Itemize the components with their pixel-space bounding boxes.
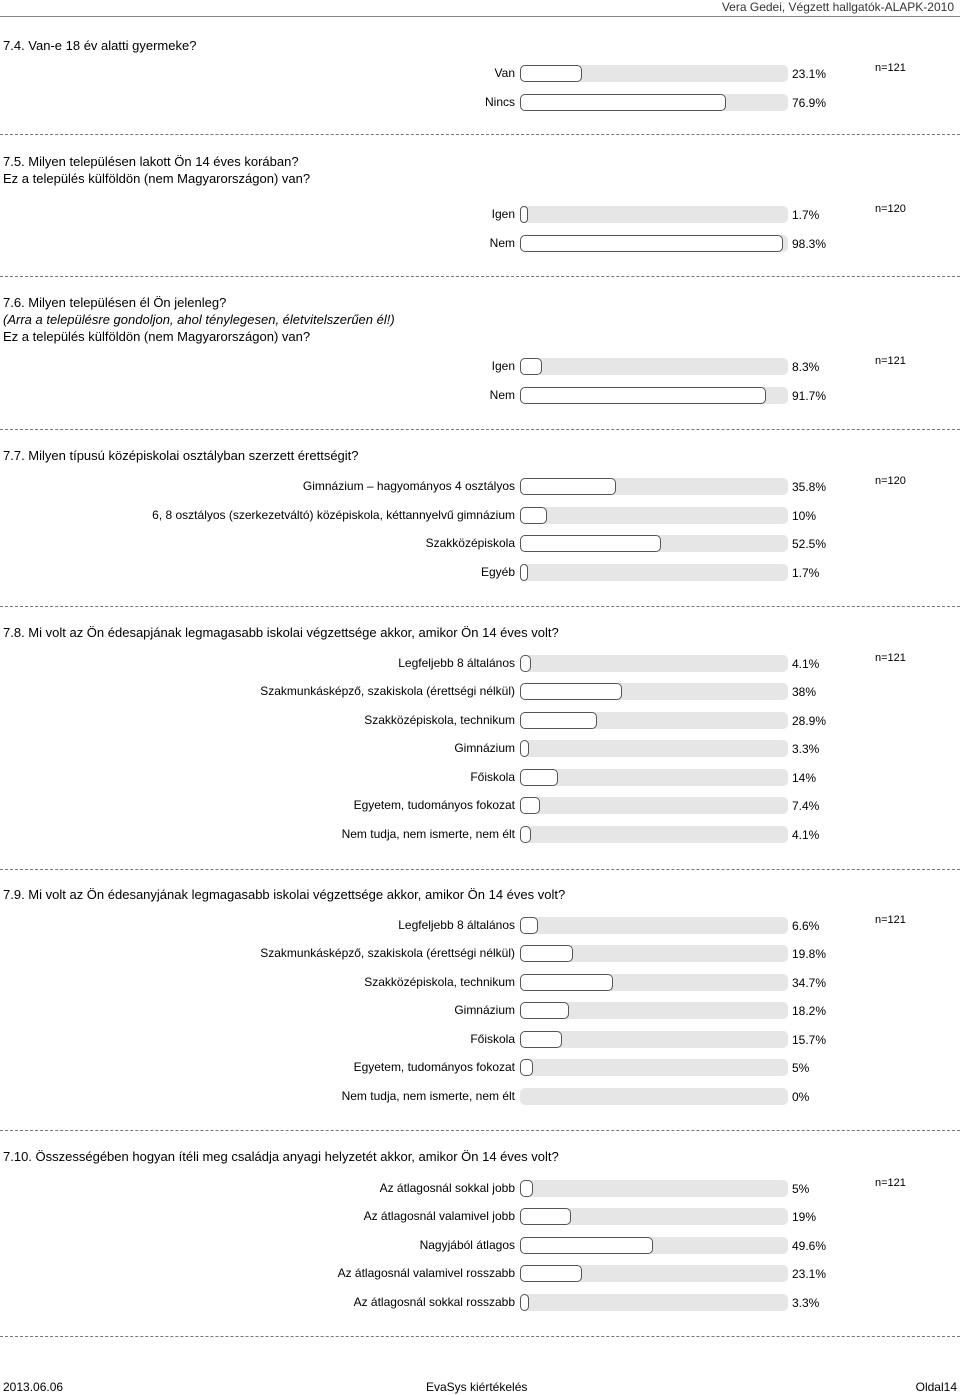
answer-label: Szakmunkásképző, szakiskola (érettségi nélkül) — [260, 684, 515, 698]
page-footer — [0, 1378, 960, 1395]
percent-label: 5% — [792, 1182, 810, 1196]
bar-fill — [520, 1237, 653, 1254]
bar-track — [520, 826, 788, 843]
percent-label: 91.7% — [792, 389, 827, 403]
footer-page: Oldal14 — [915, 1380, 957, 1394]
percent-label: 1.7% — [792, 208, 820, 222]
percent-label: 4.1% — [792, 657, 820, 671]
answer-row — [0, 825, 960, 845]
bar-fill — [520, 683, 622, 700]
question-title: 7.7. Milyen típusú középiskolai osztályban szerzett érettségit? — [3, 448, 359, 463]
bar-track — [520, 1294, 788, 1311]
bar-fill — [520, 1180, 533, 1197]
percent-label: 23.1% — [792, 1267, 827, 1281]
bar-fill — [520, 387, 766, 404]
answer-label: Nem — [489, 388, 515, 402]
question-title: Ez a település külföldön (nem Magyarországon) van? — [3, 171, 311, 186]
answer-label: Igen — [491, 359, 515, 373]
answer-label: Szakközépiskola — [425, 536, 515, 550]
question-title: 7.8. Mi volt az Ön édesapjának legmagasabb iskolai végzettsége akkor, amikor Ön 14 éves volt? — [3, 625, 559, 640]
question-title: 7.6. Milyen településen él Ön jelenleg? — [3, 295, 227, 310]
bar-track — [520, 1031, 788, 1048]
sample-size: n=120 — [875, 203, 906, 215]
footer-date: 2013.06.06 — [3, 1380, 64, 1394]
bar-track — [520, 1208, 788, 1225]
bar-fill — [520, 917, 538, 934]
answer-row — [0, 768, 960, 788]
answer-row — [0, 534, 960, 554]
question-title: 7.5. Milyen településen lakott Ön 14 éves korában? — [3, 154, 299, 169]
answer-row — [0, 64, 960, 84]
bar-track — [520, 945, 788, 962]
answer-row — [0, 1001, 960, 1021]
bar-fill — [520, 1031, 562, 1048]
percent-label: 4.1% — [792, 828, 820, 842]
percent-label: 0% — [792, 1090, 810, 1104]
answer-row — [0, 506, 960, 526]
percent-label: 7.4% — [792, 799, 820, 813]
percent-label: 98.3% — [792, 237, 827, 251]
footer-center: EvaSys kiértékelés — [426, 1380, 528, 1394]
answer-row — [0, 654, 960, 674]
answer-row — [0, 1087, 960, 1107]
bar-fill — [520, 1294, 529, 1311]
answer-label: Nem — [489, 236, 515, 250]
bar-track — [520, 917, 788, 934]
bar-fill — [520, 655, 531, 672]
page-header — [0, 0, 960, 14]
answer-label: Gimnázium – hagyományos 4 osztályos — [302, 479, 515, 493]
bar-fill — [520, 769, 558, 786]
answer-row — [0, 973, 960, 993]
answer-row — [0, 93, 960, 113]
answer-row — [0, 1293, 960, 1313]
question-title: 7.10. Összességében hogyan ítéli meg családja anyagi helyzetét akkor, amikor Ön 14 éves volt? — [3, 1149, 559, 1164]
bar-fill — [520, 235, 783, 252]
bar-fill — [520, 826, 531, 843]
bar-fill — [520, 535, 661, 552]
section-divider — [0, 276, 960, 277]
answer-label: Legfeljebb 8 általános — [398, 918, 515, 932]
answer-row — [0, 916, 960, 936]
section-divider — [0, 429, 960, 430]
bar-track — [520, 1002, 788, 1019]
answer-row — [0, 1207, 960, 1227]
section-divider — [0, 869, 960, 870]
answer-row — [0, 386, 960, 406]
bar-fill — [520, 1002, 569, 1019]
bar-fill — [520, 1265, 582, 1282]
percent-label: 19.8% — [792, 947, 827, 961]
bar-track — [520, 683, 788, 700]
bar-fill — [520, 945, 573, 962]
bar-fill — [520, 564, 528, 581]
answer-label: Az átlagosnál sokkal rosszabb — [353, 1295, 515, 1309]
bar-track — [520, 478, 788, 495]
answer-label: Főiskola — [470, 1032, 515, 1046]
bar-fill — [520, 358, 542, 375]
answer-label: Egyetem, tudományos fokozat — [353, 798, 515, 812]
bar-fill — [520, 974, 613, 991]
bar-track — [520, 655, 788, 672]
answer-row — [0, 1264, 960, 1284]
bar-track — [520, 235, 788, 252]
bar-fill — [520, 1208, 571, 1225]
answer-label: Az átlagosnál valamivel jobb — [363, 1209, 515, 1223]
question-title: Ez a település külföldön (nem Magyarországon) van? — [3, 329, 311, 344]
percent-label: 76.9% — [792, 96, 827, 110]
answer-label: Egyetem, tudományos fokozat — [353, 1060, 515, 1074]
sample-size: n=121 — [875, 1177, 906, 1189]
answer-row — [0, 1236, 960, 1256]
percent-label: 8.3% — [792, 360, 820, 374]
answer-label: Gimnázium — [454, 1003, 515, 1017]
bar-fill — [520, 1059, 533, 1076]
answer-label: Szakmunkásképző, szakiskola (érettségi nélkül) — [260, 946, 515, 960]
bar-track — [520, 1265, 788, 1282]
question-title: 7.9. Mi volt az Ön édesanyjának legmagasabb iskolai végzettsége akkor, amikor Ön 14 éves volt? — [3, 887, 566, 902]
percent-label: 10% — [792, 509, 817, 523]
bar-track — [520, 1059, 788, 1076]
percent-label: 14% — [792, 771, 817, 785]
bar-track — [520, 564, 788, 581]
header-title: Vera Gedei, Végzett hallgatók-ALAPK-2010 — [721, 0, 954, 14]
answer-label: Az átlagosnál sokkal jobb — [379, 1181, 515, 1195]
percent-label: 52.5% — [792, 537, 827, 551]
percent-label: 19% — [792, 1210, 817, 1224]
question-title: 7.4. Van-e 18 év alatti gyermeke? — [3, 38, 197, 53]
bar-fill — [520, 65, 582, 82]
bar-fill — [520, 94, 726, 111]
percent-label: 3.3% — [792, 1296, 820, 1310]
section-divider — [0, 1336, 960, 1337]
answer-row — [0, 1179, 960, 1199]
percent-label: 35.8% — [792, 480, 827, 494]
section-divider — [0, 606, 960, 607]
answer-label: Nagyjából átlagos — [419, 1238, 515, 1252]
answer-label: Van — [494, 66, 515, 80]
answer-label: 6, 8 osztályos (szerkezetváltó) középiskola, kéttannyelvű gimnázium — [152, 508, 515, 522]
percent-label: 6.6% — [792, 919, 820, 933]
bar-track — [520, 797, 788, 814]
bar-track — [520, 206, 788, 223]
percent-label: 1.7% — [792, 566, 820, 580]
bar-track — [520, 1237, 788, 1254]
percent-label: 3.3% — [792, 742, 820, 756]
question-title: (Arra a településre gondoljon, ahol ténylegesen, életvitelszerűen él!) — [3, 312, 395, 327]
bar-track — [520, 387, 788, 404]
answer-label: Igen — [491, 207, 515, 221]
percent-label: 5% — [792, 1061, 810, 1075]
percent-label: 49.6% — [792, 1239, 827, 1253]
percent-label: 18.2% — [792, 1004, 827, 1018]
answer-row — [0, 357, 960, 377]
answer-row — [0, 563, 960, 583]
bar-track — [520, 740, 788, 757]
answer-label: Nem tudja, nem ismerte, nem élt — [341, 827, 515, 841]
answer-row — [0, 477, 960, 497]
answer-row — [0, 682, 960, 702]
bar-fill — [520, 507, 547, 524]
answer-label: Egyéb — [480, 565, 515, 579]
bar-track — [520, 358, 788, 375]
percent-label: 34.7% — [792, 976, 827, 990]
answer-row — [0, 711, 960, 731]
section-divider — [0, 1130, 960, 1131]
bar-track — [520, 1180, 788, 1197]
bar-track — [520, 94, 788, 111]
sample-size: n=121 — [875, 914, 906, 926]
percent-label: 28.9% — [792, 714, 827, 728]
sample-size: n=121 — [875, 652, 906, 664]
answer-label: Szakközépiskola, technikum — [364, 713, 515, 727]
section-divider — [0, 134, 960, 135]
answer-row — [0, 739, 960, 759]
answer-row — [0, 205, 960, 225]
answer-row — [0, 796, 960, 816]
answer-label: Nem tudja, nem ismerte, nem élt — [341, 1089, 515, 1103]
bar-fill — [520, 797, 540, 814]
answer-label: Gimnázium — [454, 741, 515, 755]
sample-size: n=120 — [875, 475, 906, 487]
bar-track — [520, 535, 788, 552]
bar-fill — [520, 478, 616, 495]
bar-fill — [520, 712, 597, 729]
answer-label: Nincs — [484, 95, 515, 109]
answer-label: Az átlagosnál valamivel rosszabb — [337, 1266, 515, 1280]
percent-label: 15.7% — [792, 1033, 827, 1047]
sample-size: n=121 — [875, 62, 906, 74]
sample-size: n=121 — [875, 355, 906, 367]
bar-track — [520, 65, 788, 82]
answer-label: Főiskola — [470, 770, 515, 784]
bar-track — [520, 712, 788, 729]
answer-label: Szakközépiskola, technikum — [364, 975, 515, 989]
answer-row — [0, 944, 960, 964]
bar-track — [520, 974, 788, 991]
bar-track — [520, 769, 788, 786]
answer-row — [0, 1030, 960, 1050]
bar-fill — [520, 740, 529, 757]
percent-label: 23.1% — [792, 67, 827, 81]
bar-track — [520, 507, 788, 524]
bar-track — [520, 1088, 788, 1105]
answer-row — [0, 1058, 960, 1078]
percent-label: 38% — [792, 685, 817, 699]
bar-fill — [520, 206, 528, 223]
answer-label: Legfeljebb 8 általános — [398, 656, 515, 670]
answer-row — [0, 234, 960, 254]
header-rule — [0, 16, 960, 17]
